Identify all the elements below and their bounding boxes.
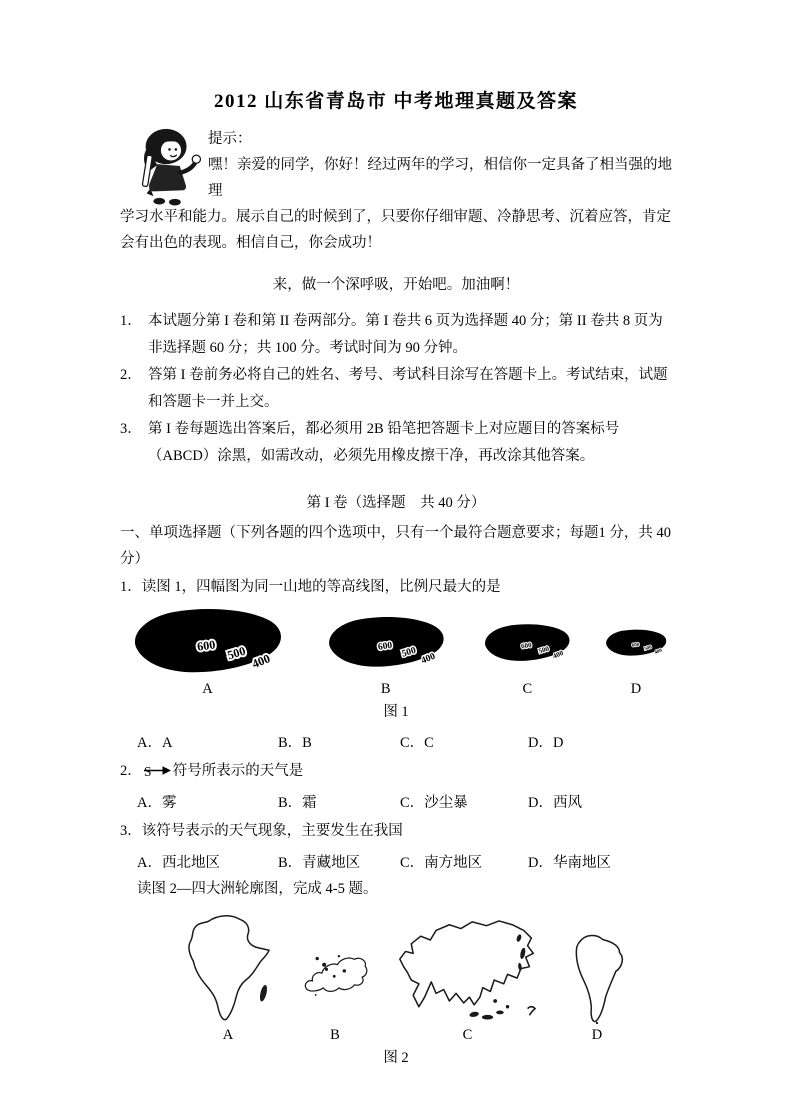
africa-outline-icon <box>182 912 274 1024</box>
contour-map-C <box>476 610 578 700</box>
figure1-label-D: D <box>630 681 642 697</box>
q1-option-c: C．C <box>400 735 434 751</box>
q2-option-a: A．雾 <box>137 795 177 811</box>
q2-option-d: D．西风 <box>528 795 582 811</box>
q2-stem-text: 符号所表示的天气是 <box>172 763 304 779</box>
asia-outline-icon <box>396 917 539 1024</box>
contour-map-D-icon <box>600 628 672 660</box>
symbol-letter-s: S <box>143 764 152 779</box>
q1-option-a: A．A <box>137 735 173 751</box>
student-mascot-illustration <box>133 126 207 208</box>
contour-map-A <box>120 610 295 700</box>
notice-text: 本试题分第 I 卷和第 II 卷两部分。第 I 卷共 6 页为选择题 40 分；第 II 卷共 8 页为非选择题 60 分；共 100 分。考试时间为 90 分钟。 <box>148 313 663 356</box>
contour-map-B-icon <box>317 614 455 675</box>
figure-2-caption: 图 2 <box>383 1050 409 1066</box>
contour-map-C-icon <box>476 622 578 667</box>
question-3-options <box>120 850 672 876</box>
figure2-label-B: B <box>330 1027 340 1043</box>
q1-option-d: D．D <box>528 735 564 751</box>
q1-option-b: B．B <box>278 735 312 751</box>
q3-option-a: A．西北地区 <box>137 855 220 871</box>
figure-2 <box>182 912 672 1046</box>
notice-number: 3． <box>120 421 142 437</box>
notice-text: 答第 I 卷前务必将自己的姓名、考号、考试科目涂写在答题卡上。考试结束，试题和答题卡一并上交。 <box>148 367 668 410</box>
sandstorm-weather-symbol <box>143 763 172 779</box>
continent-B-europe <box>300 950 370 1046</box>
q2-option-c: C．沙尘暴 <box>400 795 468 811</box>
q3-option-d: D．华南地区 <box>528 855 611 871</box>
question-3-stem: 3．该符号表示的天气现象，主要发生在我国 <box>120 823 403 839</box>
question-1-options <box>120 730 672 756</box>
q2-number: 2． <box>120 763 142 779</box>
encouragement-line: 来，做一个深呼吸，开始吧。加油啊！ <box>272 277 520 293</box>
multiple-choice-part-title: 一、单项选择题（下列各题的四个选项中，只有一个最符合题意要求；每题1 分，共 40 分） <box>120 525 671 567</box>
notice-text: 第 I 卷每题选出答案后，都必须用 2B 铅笔把答题卡上对应题目的答案标号（ABCD）涂黑，如需改动，必须先用橡皮擦干净，再改涂其他答案。 <box>148 421 620 464</box>
continent-D-south-america <box>565 932 629 1046</box>
figure1-label-A: A <box>202 681 213 697</box>
question-2-options <box>120 790 672 816</box>
notice-number: 1． <box>120 313 142 329</box>
page-title: 2012 山东省青岛市 中考地理真题及答案 <box>213 91 578 112</box>
contour-map-D <box>600 610 672 700</box>
contour-map-A-icon <box>120 605 295 683</box>
figure2-label-D: D <box>591 1027 603 1043</box>
q3-option-c: C．南方地区 <box>400 855 483 871</box>
europe-outline-icon <box>300 950 370 998</box>
figure1-label-B: B <box>380 681 391 697</box>
notice-item-1 <box>120 308 672 362</box>
figure-1-caption: 图 1 <box>383 704 409 720</box>
figure1-label-C: C <box>522 681 533 697</box>
q2-option-b: B．霜 <box>278 795 317 811</box>
continent-C-asia <box>396 917 539 1046</box>
contour-map-B <box>317 610 455 700</box>
notice-item-3 <box>120 416 672 470</box>
question-1-stem: 1．读图 1，四幅图为同一山地的等高线图，比例尺最大的是 <box>120 579 501 595</box>
intro-paragraph-rest: 学习水平和能力。展示自己的时候到了，只要你仔细审题、冷静思考、沉着应答，肯定会有出色的表现。相信自己，你会成功！ <box>120 209 671 251</box>
notice-item-2 <box>120 362 672 416</box>
section-1-heading: 第 I 卷（选择题 共 40 分） <box>306 495 486 511</box>
continent-A-africa <box>182 912 274 1046</box>
q3-option-b: B．青藏地区 <box>278 855 361 871</box>
hint-label: 提示： <box>208 131 252 147</box>
intro-paragraph-line1: 嘿！亲爱的同学，你好！经过两年的学习，相信你一定具备了相当强的地理 <box>208 157 672 199</box>
figure2-label-C: C <box>462 1027 473 1043</box>
figure-1 <box>120 610 672 700</box>
question-2-stem <box>120 758 672 784</box>
south-america-outline-icon <box>565 932 629 1024</box>
notice-number: 2． <box>120 367 142 383</box>
questions-4-5-lead: 读图 2—四大洲轮廓图，完成 4-5 题。 <box>137 881 378 897</box>
figure2-label-A: A <box>222 1027 234 1043</box>
